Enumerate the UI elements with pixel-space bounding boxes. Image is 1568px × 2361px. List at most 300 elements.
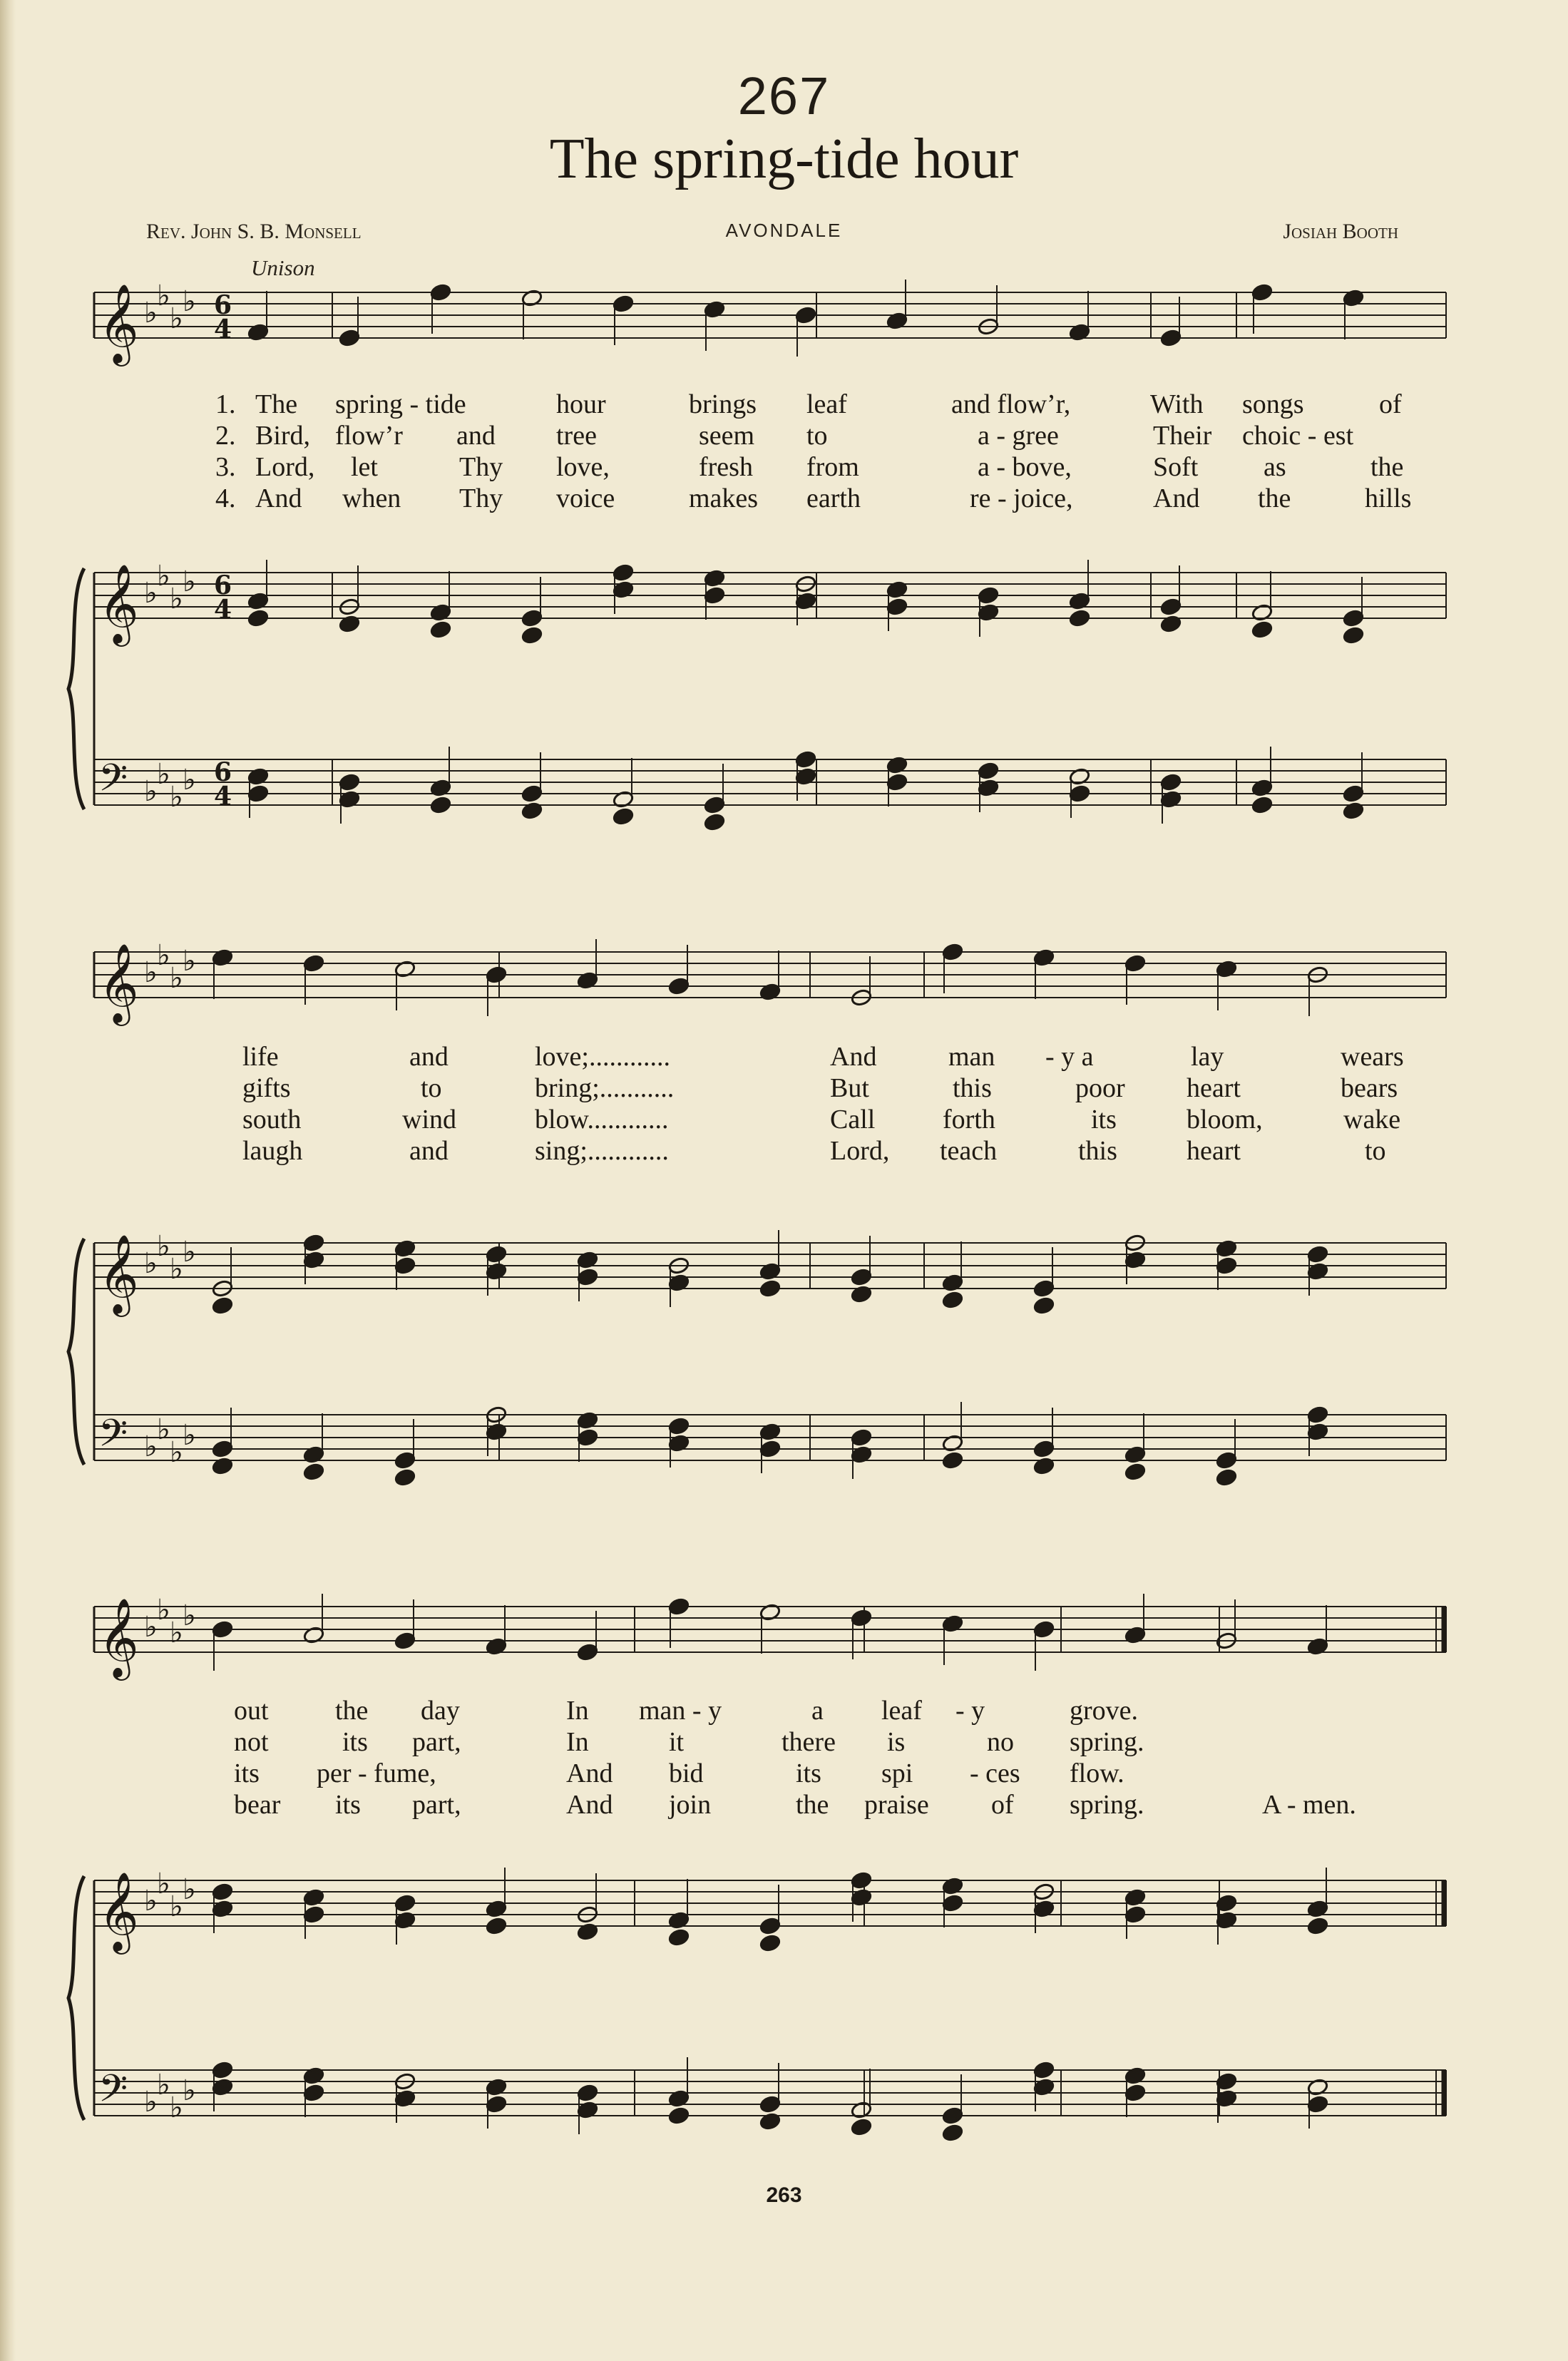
flat-icon: ♭ — [144, 577, 158, 610]
lyric-syllable: love;............ — [535, 1042, 670, 1072]
note-head — [303, 1905, 325, 1924]
note-head — [486, 1423, 508, 1441]
lyric-syllable: fresh — [699, 452, 753, 482]
lyric-syllable: laugh — [242, 1136, 303, 1166]
lyric-syllable: of — [991, 1790, 1014, 1820]
lyric-syllable: Their — [1153, 421, 1212, 451]
flat-icon: ♭ — [144, 1885, 158, 1917]
note-head — [1307, 1637, 1329, 1656]
note-head — [247, 323, 270, 342]
note-head — [1216, 1239, 1238, 1258]
lyric-syllable: is — [887, 1727, 906, 1757]
flat-icon: ♭ — [144, 956, 158, 989]
note-head — [486, 2078, 508, 2096]
note-head — [1069, 323, 1091, 342]
flat-icon: ♭ — [170, 2091, 183, 2124]
note-head — [851, 1445, 873, 1464]
system-brace-icon — [68, 1239, 84, 1465]
note-head — [668, 1274, 690, 1292]
time-signature-top: 6 — [214, 570, 232, 600]
flat-icon: ♭ — [157, 1413, 170, 1446]
flat-icon: ♭ — [144, 1430, 158, 1463]
note-head — [759, 2095, 782, 2114]
note-head — [1033, 1279, 1055, 1298]
lyric-syllable: And — [566, 1790, 613, 1820]
note-head — [1160, 329, 1182, 347]
flat-icon: ♭ — [170, 1617, 183, 1649]
lyric-syllable: there — [782, 1727, 836, 1757]
note-head — [577, 1922, 599, 1941]
lyric-syllable: the — [1370, 452, 1404, 482]
note-head — [1124, 2084, 1147, 2102]
lyric-syllable: earth — [806, 483, 861, 513]
note-head — [1343, 784, 1365, 803]
lyric-syllable: choic - est — [1242, 421, 1354, 451]
note-head — [759, 2112, 782, 2131]
lyric-syllable: And — [255, 483, 302, 513]
note-head — [394, 2089, 416, 2108]
note-head — [247, 592, 270, 610]
lyric-syllable: Soft — [1153, 452, 1199, 482]
page-number: 263 — [766, 2183, 802, 2207]
lyric-syllable: heart — [1187, 1073, 1241, 1103]
lyric-syllable: In — [566, 1696, 589, 1726]
note-head — [212, 1620, 234, 1639]
note-head — [303, 1445, 325, 1464]
note-head — [613, 790, 635, 809]
note-head — [394, 960, 416, 978]
note-head — [1124, 2066, 1147, 2085]
flat-icon: ♭ — [144, 297, 158, 329]
note-head — [339, 790, 361, 809]
lyric-syllable: wears — [1341, 1042, 1404, 1072]
note-head — [303, 1251, 325, 1269]
flat-icon: ♭ — [183, 764, 196, 797]
note-head — [1124, 1905, 1147, 1924]
note-head — [394, 1632, 416, 1650]
lyric-syllable: spring. — [1070, 1727, 1144, 1757]
note-head — [212, 1457, 234, 1475]
lyric-syllable: With — [1150, 389, 1204, 419]
composer-credit: Josiah Booth — [1283, 220, 1398, 243]
note-head — [668, 2106, 690, 2125]
note-head — [1124, 954, 1147, 973]
note-head — [851, 2118, 873, 2136]
note-head — [577, 2101, 599, 2119]
note-head — [1216, 960, 1238, 978]
note-head — [886, 598, 908, 616]
note-head — [851, 1888, 873, 1907]
lyric-syllable: gifts — [242, 1073, 291, 1103]
note-head — [486, 2095, 508, 2114]
note-head — [1124, 1626, 1147, 1644]
note-head — [1033, 2078, 1055, 2096]
note-head — [577, 1428, 599, 1447]
lyric-syllable: sing;............ — [535, 1136, 669, 1166]
note-head — [759, 1423, 782, 1441]
lyric-syllable: its — [335, 1790, 361, 1820]
note-head — [1343, 626, 1365, 645]
note-head — [795, 306, 817, 324]
flat-icon: ♭ — [183, 565, 196, 598]
flat-icon: ♭ — [170, 962, 183, 995]
note-head — [942, 2106, 964, 2125]
lyric-syllable: its — [1091, 1105, 1117, 1135]
note-head — [303, 954, 325, 973]
lyric-syllable: voice — [556, 483, 615, 513]
note-head — [247, 767, 270, 786]
note-head — [1251, 603, 1274, 622]
note-head — [1343, 289, 1365, 307]
lyric-syllable: when — [342, 483, 401, 513]
note-head — [1251, 620, 1274, 639]
note-head — [668, 1911, 690, 1930]
flat-icon: ♭ — [170, 583, 183, 615]
hymn-number: 267 — [737, 66, 831, 126]
note-head — [759, 1934, 782, 1952]
note-head — [704, 813, 726, 831]
note-head — [1160, 598, 1182, 616]
lyric-syllable: bears — [1341, 1073, 1398, 1103]
note-head — [577, 2084, 599, 2102]
flat-icon: ♭ — [170, 781, 183, 814]
lyric-syllable: The — [255, 389, 298, 419]
note-head — [303, 1234, 325, 1252]
flat-icon: ♭ — [183, 2074, 196, 2107]
note-head — [668, 977, 690, 995]
note-head — [851, 1428, 873, 1447]
note-head — [851, 1609, 873, 1627]
note-head — [1124, 1445, 1147, 1464]
time-signature-bottom: 4 — [214, 782, 232, 811]
time-signature-top: 6 — [214, 290, 232, 320]
note-head — [1124, 1463, 1147, 1481]
note-head — [886, 580, 908, 599]
lyric-syllable: its — [342, 1727, 368, 1757]
note-head — [851, 1285, 873, 1304]
note-head — [1251, 779, 1274, 797]
lyric-syllable: life — [242, 1042, 279, 1072]
note-head — [668, 1417, 690, 1435]
flat-icon: ♭ — [157, 939, 170, 972]
note-head — [1033, 1296, 1055, 1315]
verse-number: 1. — [215, 389, 236, 419]
note-head — [759, 983, 782, 1001]
note-head — [303, 2084, 325, 2102]
note-head — [704, 569, 726, 588]
note-head — [430, 796, 452, 814]
note-head — [1307, 1917, 1329, 1935]
note-head — [1251, 283, 1274, 302]
note-head — [212, 1440, 234, 1458]
lyric-syllable: Bird, — [255, 421, 311, 451]
author-credit: Rev. John S. B. Monsell — [146, 220, 362, 243]
note-head — [486, 1245, 508, 1264]
lyric-syllable: per - fume, — [317, 1758, 436, 1788]
note-head — [1307, 1262, 1329, 1281]
time-signature-bottom: 4 — [214, 314, 232, 344]
note-head — [613, 580, 635, 599]
lyric-syllable: the — [335, 1696, 369, 1726]
note-head — [1307, 1245, 1329, 1264]
note-head — [339, 329, 361, 347]
lyric-syllable: spring. — [1070, 1790, 1144, 1820]
note-head — [1124, 1251, 1147, 1269]
note-head — [577, 1268, 599, 1286]
flat-icon: ♭ — [157, 1594, 170, 1627]
note-head — [1251, 796, 1274, 814]
note-head — [704, 586, 726, 605]
lyric-syllable: poor — [1075, 1073, 1125, 1103]
lyric-syllable: teach — [940, 1136, 998, 1166]
note-head — [1307, 1423, 1329, 1441]
time-signature-top: 6 — [214, 757, 232, 787]
note-head — [521, 626, 543, 645]
lyric-syllable: re - joice, — [970, 483, 1073, 513]
lyric-syllable: wind — [402, 1105, 456, 1135]
lyric-syllable: part, — [412, 1790, 461, 1820]
lyric-syllable: spring - tide — [335, 389, 466, 419]
lyric-syllable: this — [953, 1073, 992, 1103]
note-head — [394, 1239, 416, 1258]
lyric-syllable: let — [351, 452, 378, 482]
lyric-syllable: out — [234, 1696, 269, 1726]
lyric-syllable: heart — [1187, 1136, 1241, 1166]
note-head — [795, 592, 817, 610]
lyric-syllable: Lord, — [255, 452, 315, 482]
lyric-syllable: man - y — [639, 1696, 722, 1726]
note-head — [1033, 1457, 1055, 1475]
note-head — [668, 2089, 690, 2108]
note-head — [1069, 592, 1091, 610]
note-head — [247, 784, 270, 803]
lyric-syllable: bloom, — [1187, 1105, 1263, 1135]
flat-icon: ♭ — [183, 945, 196, 978]
lyric-syllable: to — [806, 421, 828, 451]
note-head — [759, 1603, 782, 1622]
note-head — [394, 1256, 416, 1275]
lyric-syllable: it — [669, 1727, 685, 1757]
flat-icon: ♭ — [183, 1873, 196, 1906]
lyric-syllable: - y — [955, 1696, 985, 1726]
flat-icon: ♭ — [170, 1436, 183, 1469]
lyric-syllable: In — [566, 1727, 589, 1757]
lyric-syllable: Thy — [459, 483, 503, 513]
note-head — [394, 1911, 416, 1930]
note-head — [668, 1928, 690, 1947]
note-head — [886, 773, 908, 792]
flat-icon: ♭ — [157, 1868, 170, 1900]
note-head — [1033, 1440, 1055, 1458]
note-head — [942, 1451, 964, 1470]
note-head — [521, 609, 543, 628]
note-head — [430, 603, 452, 622]
lyric-syllable: makes — [689, 483, 759, 513]
treble-clef-icon: 𝄞 — [98, 943, 139, 1023]
note-head — [795, 767, 817, 786]
note-head — [668, 1597, 690, 1616]
lyric-syllable: and flow’r, — [951, 389, 1071, 419]
lyric-syllable: the — [1258, 483, 1291, 513]
note-head — [704, 796, 726, 814]
note-head — [978, 779, 1000, 797]
note-head — [942, 1894, 964, 1912]
flat-icon: ♭ — [157, 2069, 170, 2101]
lyric-syllable: from — [806, 452, 859, 482]
note-head — [759, 1917, 782, 1935]
lyric-syllable: bear — [234, 1790, 281, 1820]
note-head — [212, 1900, 234, 1918]
treble-clef-icon: 𝄞 — [98, 1597, 139, 1677]
lyric-syllable: day — [421, 1696, 460, 1726]
note-head — [430, 779, 452, 797]
lyric-syllable: songs — [1242, 389, 1304, 419]
note-head — [942, 1274, 964, 1292]
note-head — [1216, 1468, 1238, 1487]
note-head — [668, 1434, 690, 1453]
note-head — [486, 1900, 508, 1918]
note-head — [942, 2124, 964, 2142]
bass-clef-icon: 𝄢 — [98, 2067, 128, 2120]
lyric-syllable: as — [1264, 452, 1286, 482]
lyric-syllable: to — [1365, 1136, 1386, 1166]
lyric-syllable: its — [234, 1758, 260, 1788]
note-head — [942, 1614, 964, 1633]
bass-clef-icon: 𝄢 — [98, 1412, 128, 1465]
lyric-syllable: And — [830, 1042, 877, 1072]
lyric-syllable: flow’r — [335, 421, 403, 451]
note-head — [1124, 1888, 1147, 1907]
lyric-syllable: forth — [943, 1105, 995, 1135]
treble-clef-icon: 𝄞 — [98, 283, 139, 363]
flat-icon: ♭ — [183, 285, 196, 318]
lyric-syllable: the — [796, 1790, 829, 1820]
lyric-syllable: part, — [412, 1727, 461, 1757]
note-head — [851, 1871, 873, 1890]
note-head — [430, 283, 452, 302]
lyric-syllable: brings — [689, 389, 757, 419]
flat-icon: ♭ — [183, 1236, 196, 1269]
note-head — [394, 1894, 416, 1912]
lyric-syllable: of — [1379, 389, 1402, 419]
note-head — [942, 1291, 964, 1309]
lyric-syllable: - ces — [970, 1758, 1020, 1788]
lyric-syllable: hills — [1365, 483, 1412, 513]
note-head — [942, 1434, 964, 1453]
lyric-syllable: praise — [864, 1790, 929, 1820]
note-head — [394, 1451, 416, 1470]
note-head — [1033, 948, 1055, 967]
treble-clef-icon: 𝄞 — [98, 1871, 139, 1951]
lyric-syllable: and — [456, 421, 496, 451]
system-brace-icon — [68, 568, 84, 809]
note-head — [521, 801, 543, 820]
note-head — [1033, 2061, 1055, 2079]
flat-icon: ♭ — [157, 280, 170, 312]
bass-clef-icon: 𝄢 — [98, 757, 128, 809]
note-head — [486, 1917, 508, 1935]
system-brace-icon — [68, 1876, 84, 2120]
note-head — [978, 603, 1000, 622]
note-head — [394, 1468, 416, 1487]
note-head — [486, 1637, 508, 1656]
note-head — [1160, 773, 1182, 792]
lyric-syllable: and — [409, 1042, 449, 1072]
note-head — [339, 773, 361, 792]
flat-icon: ♭ — [170, 302, 183, 335]
lyric-syllable: leaf — [806, 389, 847, 419]
note-head — [303, 1463, 325, 1481]
note-head — [759, 1279, 782, 1298]
lyric-syllable: this — [1078, 1136, 1117, 1166]
lyric-syllable: to — [421, 1073, 442, 1103]
verse-number: 3. — [215, 452, 236, 482]
time-signature-bottom: 4 — [214, 595, 232, 625]
lyric-syllable: tree — [556, 421, 597, 451]
flat-icon: ♭ — [144, 2086, 158, 2119]
note-head — [795, 750, 817, 769]
lyric-syllable: Call — [830, 1105, 876, 1135]
lyric-syllable: lay — [1191, 1042, 1224, 1072]
note-head — [1307, 1900, 1329, 1918]
lyric-syllable: a - gree — [978, 421, 1059, 451]
note-head — [521, 289, 543, 307]
lyric-syllable: man — [948, 1042, 995, 1072]
tune-name: AVONDALE — [725, 220, 843, 241]
flat-icon: ♭ — [183, 1419, 196, 1452]
lyric-syllable: flow. — [1070, 1758, 1124, 1788]
lyric-syllable: Thy — [459, 452, 503, 482]
lyric-syllable: a — [811, 1696, 824, 1726]
note-head — [613, 295, 635, 313]
note-head — [1307, 1405, 1329, 1424]
flat-icon: ♭ — [144, 1247, 158, 1280]
note-head — [486, 966, 508, 984]
treble-clef-icon: 𝄞 — [98, 563, 139, 643]
note-head — [212, 2078, 234, 2096]
note-head — [759, 1262, 782, 1281]
note-head — [1069, 609, 1091, 628]
flat-icon: ♭ — [157, 560, 170, 593]
lyric-syllable: hour — [556, 389, 606, 419]
note-head — [978, 762, 1000, 780]
note-head — [942, 943, 964, 961]
note-head — [521, 784, 543, 803]
note-head — [303, 1888, 325, 1907]
note-head — [303, 1626, 325, 1644]
lyric-syllable: wake — [1343, 1105, 1401, 1135]
lyric-syllable: And — [1153, 483, 1200, 513]
flat-icon: ♭ — [170, 1890, 183, 1923]
note-head — [1343, 801, 1365, 820]
hymn-title: The spring-tide hour — [549, 128, 1019, 190]
lyric-syllable: But — [830, 1073, 869, 1103]
note-head — [886, 756, 908, 774]
note-head — [247, 609, 270, 628]
note-head — [577, 1251, 599, 1269]
lyric-syllable: its — [796, 1758, 821, 1788]
lyric-syllable: seem — [699, 421, 755, 451]
flat-icon: ♭ — [170, 1253, 183, 1286]
note-head — [212, 2061, 234, 2079]
lyric-syllable: leaf — [881, 1696, 922, 1726]
flat-icon: ♭ — [157, 758, 170, 791]
note-head — [577, 1643, 599, 1661]
note-head — [1307, 2095, 1329, 2114]
note-head — [851, 1268, 873, 1286]
note-head — [886, 312, 908, 330]
note-head — [759, 1440, 782, 1458]
